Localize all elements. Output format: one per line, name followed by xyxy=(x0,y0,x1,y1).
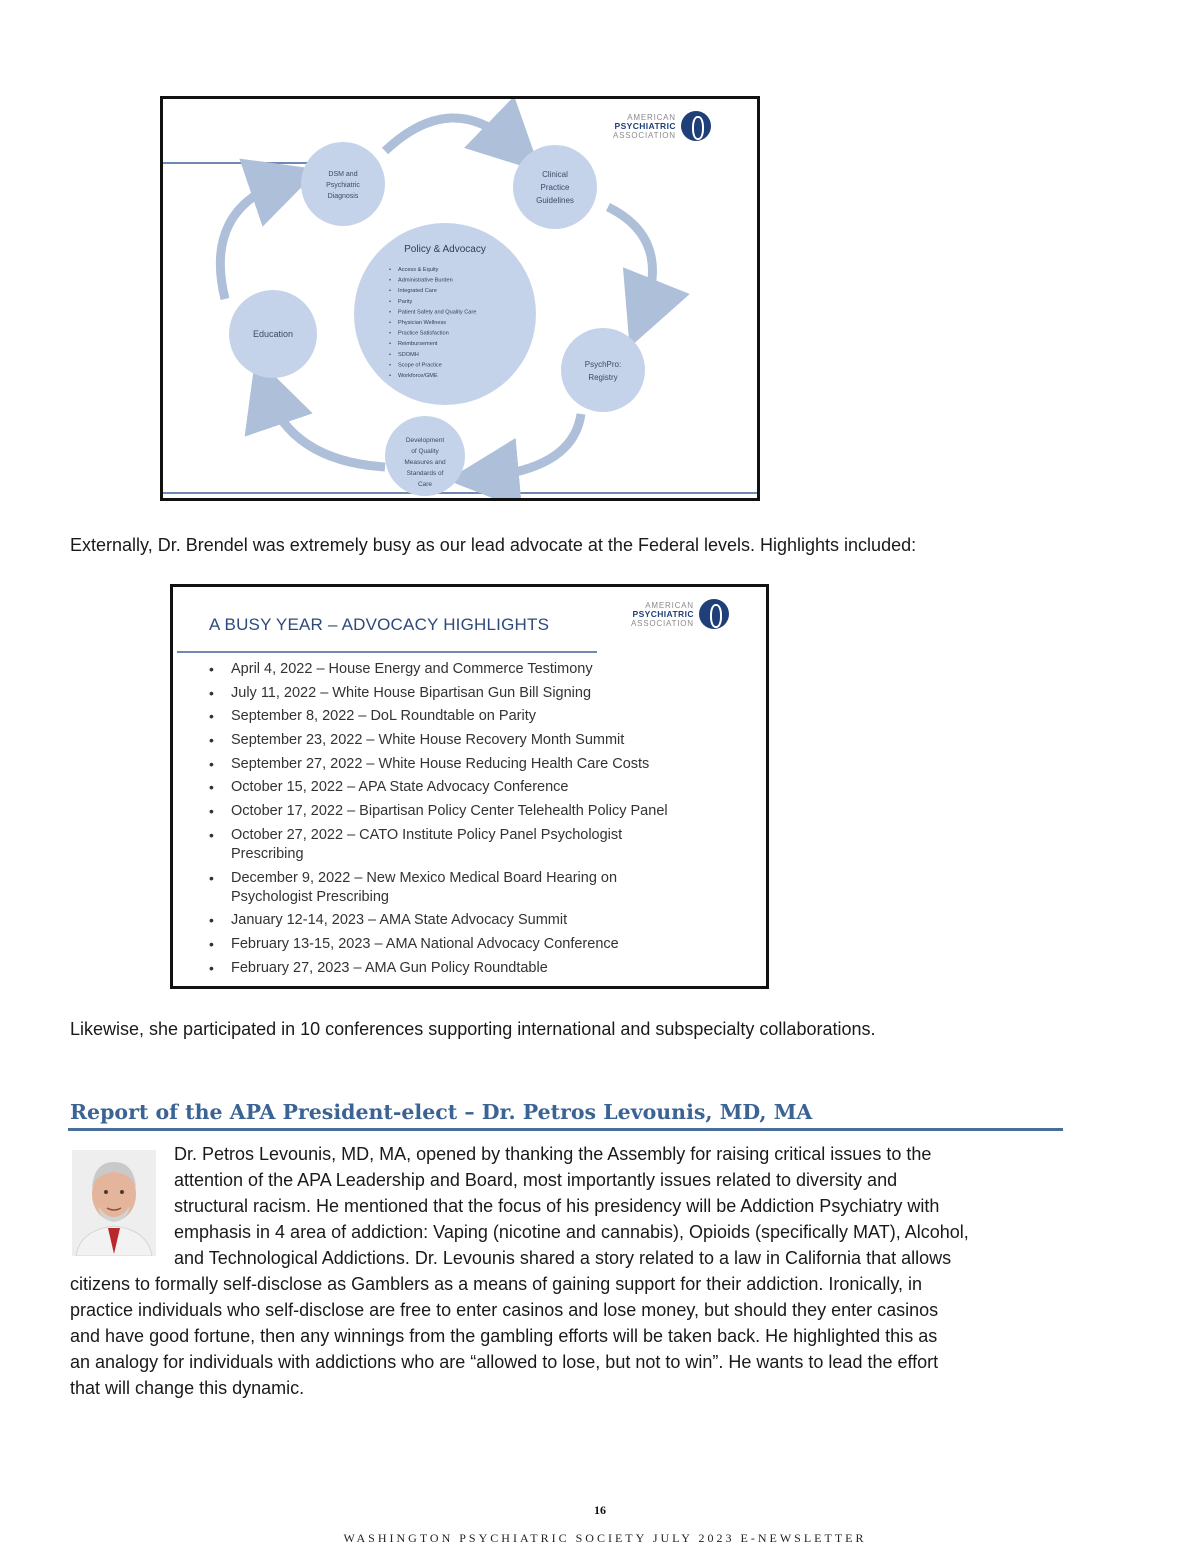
list-item xyxy=(207,802,727,821)
bullet-icon: • xyxy=(209,661,214,677)
node-dsm-line: Diagnosis xyxy=(327,193,359,200)
arrow-top xyxy=(385,118,515,151)
list-item xyxy=(207,684,727,703)
logo-line3: ASSOCIATION xyxy=(613,130,676,140)
report-line: practice individuals who self-disclose are free to enter casinos and lose money, but should they enter casinos xyxy=(70,1300,939,1320)
bullet-icon: • xyxy=(209,826,214,843)
apa-logo xyxy=(631,599,729,629)
highlight-text: September 23, 2022 – White House Recovery Month Summit xyxy=(231,732,625,749)
list-item xyxy=(207,911,727,930)
node-cpg-line: Practice xyxy=(540,183,570,192)
bullet-icon: • xyxy=(209,935,214,952)
section-divider xyxy=(68,1128,1063,1131)
portrait-photo xyxy=(72,1150,156,1256)
list-item xyxy=(207,935,727,954)
highlight-text: February 13-15, 2023 – AMA National Advocacy Conference xyxy=(231,935,619,952)
center-item: Patient Safety and Quality Care xyxy=(398,309,477,316)
center-item: SDOMH xyxy=(398,351,419,358)
arrow-right-upper xyxy=(608,207,652,314)
node-cpg-line: Clinical xyxy=(542,170,568,179)
arrow-right-lower xyxy=(483,414,581,477)
node-cpg-line: Guidelines xyxy=(536,196,574,205)
report-line: emphasis in 4 area of addiction: Vaping (nicotine and cannabis), Opioids (specifically MAT), Alcohol, xyxy=(174,1222,969,1242)
node-psychpro xyxy=(561,328,645,412)
center-item: Reimbursement xyxy=(398,341,438,348)
report-line: citizens to formally self-disclose as Gamblers as a means of gaining support for their addiction. Ironically, in xyxy=(70,1274,923,1294)
highlight-text: September 27, 2022 – White House Reducing Health Care Costs xyxy=(231,755,650,772)
report-line: and have good fortune, then any winnings from the gambling efforts will be taken back. He highlighted this as xyxy=(70,1326,938,1346)
list-item xyxy=(207,959,727,978)
bullet-icon: • xyxy=(209,708,214,725)
node-dsm-line: Psychiatric xyxy=(326,182,360,189)
apa-logo xyxy=(613,111,711,141)
node-psychpro-line: PsychPro: xyxy=(584,360,622,369)
list-item xyxy=(207,755,727,774)
highlight-text: February 27, 2023 – AMA Gun Policy Roundtable xyxy=(231,959,548,976)
bullet-icon: • xyxy=(209,755,214,772)
center-item: Access & Equity xyxy=(398,267,439,273)
apa-seal-icon xyxy=(699,599,729,629)
center-item: Scope of Practice xyxy=(398,362,442,369)
bullet-icon: • xyxy=(209,869,214,886)
list-item xyxy=(207,707,727,726)
arrow-left-lower xyxy=(267,391,385,467)
slide-title: A BUSY YEAR – ADVOCACY HIGHLIGHTS xyxy=(209,615,550,634)
highlight-text: September 8, 2022 – DoL Roundtable on Parity xyxy=(231,708,536,725)
logo-line2: PSYCHIATRIC xyxy=(614,120,676,131)
highlight-text: October 15, 2022 – APA State Advocacy Conference xyxy=(231,779,569,796)
center-item: Administrative Burden xyxy=(398,277,453,284)
list-item xyxy=(207,731,727,750)
highlight-text: April 4, 2022 – House Energy and Commerce Testimony xyxy=(231,661,593,677)
report-line: that will change this dynamic. xyxy=(70,1378,305,1398)
report-line: Dr. Petros Levounis, MD, MA, opened by thanking the Assembly for raising critical issues to the xyxy=(174,1144,932,1164)
bullet-icon: • xyxy=(209,803,214,820)
center-item: Practice Satisfaction xyxy=(398,330,449,337)
node-quality-line: of Quality xyxy=(411,448,439,455)
highlight-text: January 12-14, 2023 – AMA State Advocacy Summit xyxy=(231,912,568,929)
slide-divider xyxy=(177,651,597,653)
center-item-bullet-icon: • xyxy=(389,320,391,326)
node-clinical-guidelines xyxy=(513,145,597,229)
center-title: Policy & Advocacy xyxy=(404,244,486,255)
list-item xyxy=(207,826,671,864)
logo-line1: AMERICAN xyxy=(645,600,694,610)
list-item xyxy=(207,869,691,907)
node-psychpro-line: Registry xyxy=(588,373,618,382)
report-line: an analogy for individuals with addictions who are “allowed to lose, but not to win”. He wants to lead the effort xyxy=(70,1352,939,1372)
center-item-bullet-icon: • xyxy=(389,277,391,284)
page-number: 16 xyxy=(594,1503,606,1517)
node-education xyxy=(229,290,317,378)
list-item xyxy=(207,778,727,797)
node-quality-line: Measures and xyxy=(404,459,446,466)
footer-title: WASHINGTON PSYCHIATRIC SOCIETY JULY 2023 E-NEWSLETTER xyxy=(343,1531,867,1545)
highlight-text: October 17, 2022 – Bipartisan Policy Center Telehealth Policy Panel xyxy=(231,803,668,820)
node-education-label: Education xyxy=(252,329,294,339)
report-line: structural racism. He mentioned that the focus of his presidency will be Addiction Psychiatry with xyxy=(174,1196,940,1216)
center-item-bullet-icon: • xyxy=(389,373,391,379)
node-dsm xyxy=(301,142,385,226)
node-policy-advocacy xyxy=(354,223,536,405)
apa-seal-icon xyxy=(681,111,711,141)
report-line: and Technological Addictions. Dr. Levounis shared a story related to a law in California that allows xyxy=(174,1248,952,1268)
node-dsm-line: DSM and xyxy=(328,171,358,178)
logo-line2: PSYCHIATRIC xyxy=(632,608,694,619)
bullet-icon: • xyxy=(209,959,214,976)
intro-paragraph: Externally, Dr. Brendel was extremely busy as our lead advocate at the Federal levels. Highlights included: xyxy=(70,535,917,555)
logo-line3: ASSOCIATION xyxy=(631,618,694,628)
center-item: Integrated Care xyxy=(398,288,437,295)
conferences-paragraph: Likewise, she participated in 10 conferences supporting international and subspecialty collaborations. xyxy=(70,1019,876,1039)
advocacy-highlights-slide xyxy=(170,584,769,989)
center-item-bullet-icon: • xyxy=(389,351,391,358)
bullet-icon: • xyxy=(209,732,214,749)
center-item-bullet-icon: • xyxy=(389,309,391,316)
center-item: Parity xyxy=(398,298,413,305)
highlight-text: July 11, 2022 – White House Bipartisan Gun Bill Signing xyxy=(231,684,592,701)
arrow-left-upper xyxy=(220,181,285,299)
list-item xyxy=(207,660,727,679)
center-item-bullet-icon: • xyxy=(389,298,391,305)
center-item-bullet-icon: • xyxy=(389,267,391,273)
highlights-list xyxy=(207,660,727,982)
center-item-bullet-icon: • xyxy=(389,341,391,348)
node-quality-line: Standards of xyxy=(406,470,444,477)
apa-cycle-diagram xyxy=(160,96,760,501)
center-item-bullet-icon: • xyxy=(389,288,391,295)
center-item-bullet-icon: • xyxy=(389,362,391,369)
center-item: Physician Wellness xyxy=(398,320,447,326)
node-quality-measures xyxy=(385,416,465,496)
node-quality-line: Development xyxy=(405,437,445,444)
logo-line1: AMERICAN xyxy=(627,112,676,122)
report-line: attention of the APA Leadership and Board, most importantly issues related to diversity and xyxy=(174,1170,898,1190)
section-heading: Report of the APA President-elect – Dr. Petros Levounis, MD, MA xyxy=(70,1100,813,1124)
center-item: Workforce/GME xyxy=(398,373,438,379)
highlight-text: October 27, 2022 – CATO Institute Policy Panel Psychologist Prescribing xyxy=(231,826,623,862)
bullet-icon: • xyxy=(209,779,214,796)
bullet-icon: • xyxy=(209,912,214,929)
bullet-icon: • xyxy=(209,684,214,701)
node-quality-line: Care xyxy=(417,481,433,488)
center-item-bullet-icon: • xyxy=(389,330,391,337)
highlight-text: December 9, 2022 – New Mexico Medical Board Hearing on Psychologist Prescribing xyxy=(231,869,618,905)
